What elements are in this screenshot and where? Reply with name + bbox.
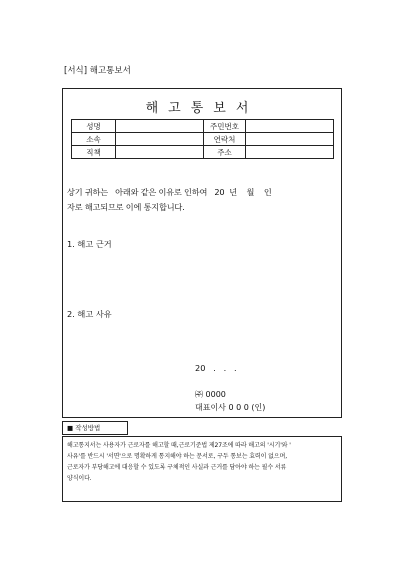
name-field[interactable]: [116, 120, 204, 133]
department-label: 소속: [72, 133, 116, 146]
info-row-3: [72, 146, 334, 159]
document-frame: [62, 88, 342, 418]
section-dismissal-basis: 1. 해고 근거: [67, 239, 112, 249]
form-label: [서식] 해고통보서: [64, 66, 131, 76]
name-label: 성명: [72, 120, 116, 133]
position-label: 직책: [72, 146, 116, 159]
info-row-2: [72, 133, 334, 146]
notice-body-line-1: 상기 귀하는 아래와 같은 이유로 인하여 20 년 월 인: [67, 187, 272, 197]
info-row-1: [72, 120, 334, 133]
instructions-line-2: 사유'를 반드시 '서면'으로 명확하게 통지해야 하는 문서로, 구두 통보는 효력이 없으며,: [67, 453, 288, 460]
resident-no-label: 주민번호: [204, 120, 246, 133]
position-field[interactable]: [116, 146, 204, 159]
address-label: 주소: [204, 146, 246, 159]
instructions-line-4: 양식이다.: [67, 475, 92, 482]
ceo-signature: 대표이사 0 0 0 (인): [195, 403, 266, 412]
instructions-line-3: 근로자가 부당해고에 대응할 수 있도록 구체적인 사실과 근거를 담아야 하는 필수 서류: [67, 464, 287, 471]
address-field[interactable]: [246, 146, 334, 159]
instructions-tag: ■ 작성방법: [62, 421, 128, 435]
section-dismissal-reason: 2. 해고 사유: [67, 309, 112, 319]
instructions-box: [62, 436, 342, 502]
document-title: 해고통보서: [145, 101, 259, 116]
department-field[interactable]: [116, 133, 204, 146]
notice-body: [67, 185, 339, 215]
instructions-line-1: 해고통지서는 사용자가 근로자를 해고할 때,근로기준법 제27조에 따라 해고의 '시기'와 ': [67, 442, 291, 449]
contact-field[interactable]: [246, 133, 334, 146]
employee-info-table: [71, 119, 334, 159]
contact-label: 연락처: [204, 133, 246, 146]
date-line: 20 . . .: [195, 363, 237, 373]
company-name: ㈜ 0000: [195, 390, 226, 399]
notice-body-line-2: 자로 해고되므로 이에 통지합니다.: [67, 202, 185, 212]
resident-no-field[interactable]: [246, 120, 334, 133]
